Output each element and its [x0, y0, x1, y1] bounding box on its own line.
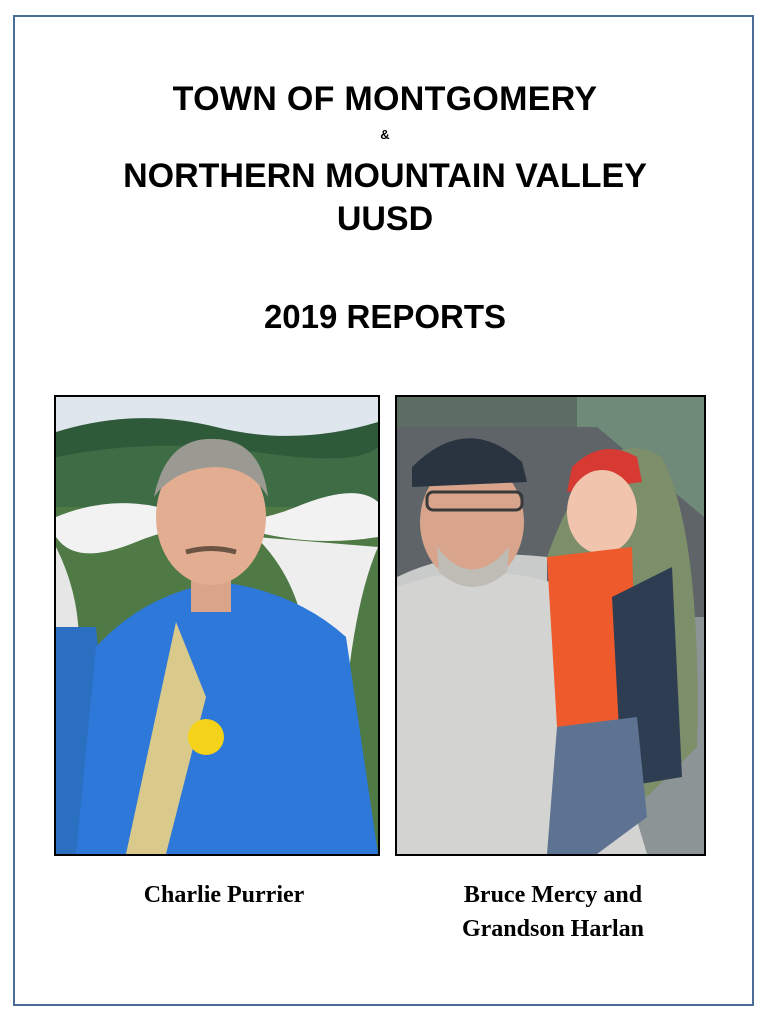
title-ampersand: & — [380, 127, 390, 142]
portrait-illustration — [397, 397, 704, 854]
title-district-line2: UUSD — [336, 200, 434, 238]
caption-charlie-purrier: Charlie Purrier — [143, 882, 305, 908]
photo-bruce-mercy-and-harlan — [395, 395, 706, 856]
caption-line2: Grandson Harlan — [461, 916, 645, 942]
caption-line1: Bruce Mercy and — [463, 882, 643, 908]
caption-bruce-mercy — [395, 878, 711, 946]
photo-charlie-purrier — [54, 395, 380, 856]
portrait-illustration — [56, 397, 378, 854]
title-district-line1: NORTHERN MOUNTAIN VALLEY — [123, 157, 647, 195]
title-district — [0, 155, 770, 241]
report-year-title: 2019 REPORTS — [263, 298, 507, 335]
title-town: TOWN OF MONTGOMERY — [172, 80, 598, 118]
